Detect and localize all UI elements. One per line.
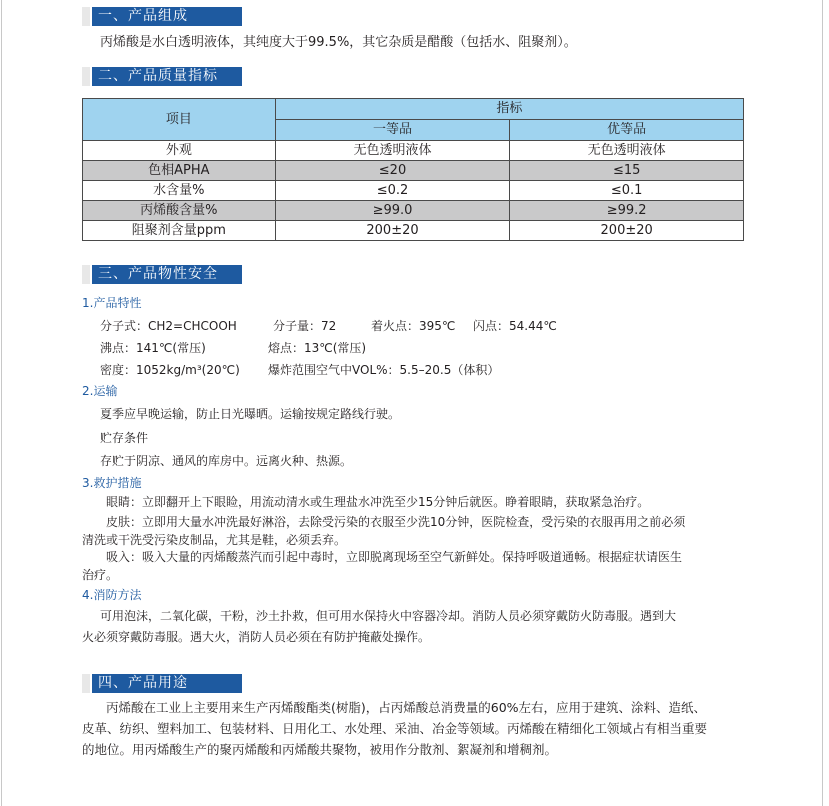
- section-heading-usage: [82, 674, 242, 693]
- table-cell: ≤0.1: [510, 181, 744, 201]
- first-aid-skin: 皮肤：立即用大量水冲洗最好淋浴，去除受污染的衣服至少洗10分钟，医院检查，受污染的衣服再用之前必须: [106, 515, 686, 529]
- table-cell: ≤20: [275, 161, 510, 181]
- table-cell: 阻聚剂含量ppm: [83, 221, 276, 241]
- fire-text-cont: 火必须穿戴防毒服。遇大火，消防人员必须在有防护掩蔽处操作。: [82, 630, 431, 644]
- table-cell: 丙烯酸含量%: [83, 201, 276, 221]
- ignition-point-text: 着火点：395℃: [371, 319, 456, 333]
- first-aid-inhale: 吸入：吸入大量的丙烯酸蒸汽而引起中毒时，立即脱离现场至空气新鲜处。保持呼吸道通畅。根据症状请医生: [106, 550, 683, 564]
- section-heading-safety: [82, 265, 242, 284]
- composition-text: 丙烯酸是水白透明液体，其纯度大于99.5%，其它杂质是醋酸（包括水、阻聚剂）。: [100, 35, 577, 50]
- table-cell: ≥99.0: [275, 201, 510, 221]
- section-title: 四、产品用途: [92, 674, 242, 693]
- section-heading-quality: [82, 67, 242, 86]
- table-cell: ≥99.2: [510, 201, 744, 221]
- explosion-range-text: 爆炸范围空气中VOL%：5.5–20.5（体积）: [268, 363, 500, 377]
- table-row: [83, 141, 744, 161]
- table-cell: ≤0.2: [275, 181, 510, 201]
- storage-title: 贮存条件: [100, 431, 149, 445]
- melting-point-text: 熔点：13℃(常压): [268, 341, 367, 355]
- table-cell: 水含量%: [83, 181, 276, 201]
- transport-text: 夏季应早晚运输，防止日光曝晒。运输按规定路线行驶。: [100, 407, 401, 421]
- table-cell: 200±20: [510, 221, 744, 241]
- heading-accent-bar: [82, 67, 92, 86]
- first-aid-eyes: 眼睛：立即翻开上下眼睑，用流动清水或生理盐水冲洗至少15分钟后就医。睁着眼睛，获取紧急治疗。: [106, 495, 650, 509]
- boiling-point-text: 沸点：141℃(常压): [100, 341, 206, 355]
- table-row: [83, 221, 744, 241]
- usage-text-line1: 丙烯酸在工业上主要用来生产丙烯酸酯类(树脂)，占丙烯酸总消费量的60%左右，应用于建筑、涂料、造纸、: [106, 700, 707, 715]
- heading-accent-bar: [82, 7, 92, 26]
- storage-text: 存贮于阴凉、通风的库房中。远离火种、热源。: [100, 454, 353, 468]
- usage-text-line3: 的地位。用丙烯酸生产的聚丙烯酸和丙烯酸共聚物，被用作分散剂、絮凝剂和增稠剂。: [82, 742, 558, 757]
- usage-text-line2: 皮革、纺织、塑料加工、包装材料、日用化工、水处理、采油、冶金等领域。丙烯酸在精细化工领域占有相当重要: [82, 721, 708, 736]
- flash-point-text: 闪点：54.44℃: [473, 319, 557, 333]
- molecular-weight-text: 分子量：72: [273, 319, 337, 333]
- table-cell: 200±20: [275, 221, 510, 241]
- first-aid-skin-cont: 清洗或干洗受污染皮制品，尤其是鞋，必须丢弃。: [82, 533, 347, 547]
- table-cell: ≤15: [510, 161, 744, 181]
- table-cell: 外观: [83, 141, 276, 161]
- heading-accent-bar: [82, 674, 92, 693]
- table-cell: 无色透明液体: [510, 141, 744, 161]
- section-title: 二、产品质量指标: [92, 67, 242, 86]
- right-border-line: [822, 0, 823, 806]
- subheading-fire: 4.消防方法: [82, 588, 142, 602]
- table-row: [83, 181, 744, 201]
- subheading-transport: 2.运输: [82, 384, 118, 398]
- table-cell: 色相APHA: [83, 161, 276, 181]
- header-index: 指标: [275, 99, 743, 120]
- quality-spec-table: [82, 98, 744, 241]
- density-text: 密度：1052kg/m³(20℃): [100, 363, 240, 377]
- heading-accent-bar: [82, 265, 92, 284]
- table-row: [83, 161, 744, 181]
- table-cell: 无色透明液体: [275, 141, 510, 161]
- section-heading-composition: [82, 7, 242, 26]
- subheading-properties: 1.产品特性: [82, 296, 142, 310]
- left-border-line: [1, 0, 2, 806]
- section-title: 三、产品物性安全: [92, 265, 242, 284]
- fire-text: 可用泡沫，二氧化碳，干粉，沙土扑救，但可用水保持火中容器冷却。消防人员必须穿戴防火防毒服。遇到大: [100, 609, 677, 623]
- header-grade-1: 一等品: [275, 120, 510, 141]
- section-title: 一、产品组成: [92, 7, 242, 26]
- subheading-first-aid: 3.救护措施: [82, 476, 142, 490]
- table-row: [83, 201, 744, 221]
- formula-text: 分子式：CH2=CHCOOH: [100, 319, 237, 333]
- header-grade-2: 优等品: [510, 120, 744, 141]
- first-aid-inhale-cont: 治疗。: [82, 568, 119, 582]
- header-item: 项目: [83, 99, 276, 141]
